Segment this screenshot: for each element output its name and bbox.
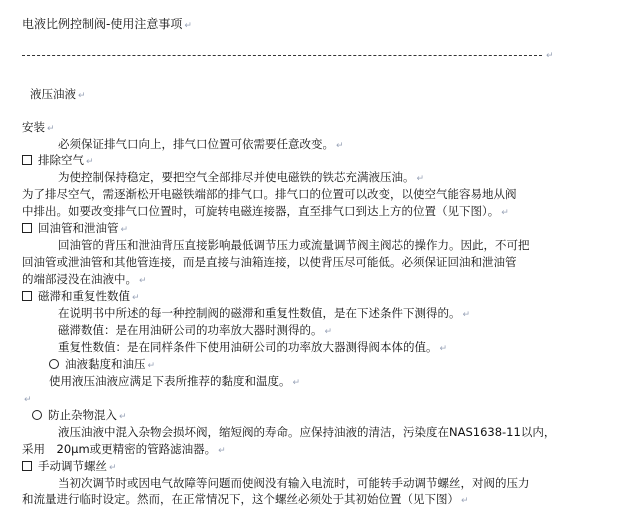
install-heading-text: 安装 (22, 120, 45, 134)
hysteresis-text-line (58, 305, 470, 323)
manual-text-line (58, 475, 530, 491)
hysteresis-text: 磁滞数值：是在用油研公司的功率放大器时测得的。 (58, 323, 323, 337)
manual-text: 当初次调节时或因电气故障等问题而使阀没有输入电流时，可能转手动调节螺丝，对阀的压力 (58, 476, 530, 490)
paragraph-mark-icon: ↵ (501, 208, 509, 218)
paragraph-mark-icon: ↵ (24, 395, 32, 405)
section-return-title: 回油管和泄油管 (38, 221, 119, 235)
section-air-heading (22, 152, 94, 170)
return-text: 回油管的背压和泄油背压直接影响最低调节压力或流量调节阀主阀芯的操作力。因此，不可把 (58, 238, 530, 252)
fluid-heading (30, 86, 86, 104)
section-contamination-heading (32, 407, 127, 425)
paragraph-mark-icon: ↵ (86, 157, 94, 167)
hysteresis-text-line (58, 339, 447, 357)
paragraph-mark-icon: ↵ (109, 463, 117, 473)
section-manual-title: 手动调节螺丝 (38, 459, 107, 473)
paragraph-mark-icon: ↵ (461, 496, 469, 506)
paragraph-mark-icon: ↵ (78, 91, 86, 101)
viscosity-text-line (49, 373, 300, 391)
section-hysteresis-title: 磁滞和重复性数值 (38, 289, 130, 303)
paragraph-mark-icon: ↵ (416, 174, 425, 184)
air-text-line (22, 203, 509, 221)
paragraph-mark-icon: ↵ (218, 446, 226, 456)
air-text: 为使控制保持稳定，要把空气全部排尽并使电磁铁的铁芯充满液压油。 (58, 170, 415, 184)
install-heading (22, 119, 55, 137)
blank-line (22, 390, 32, 408)
section-viscosity-heading (49, 356, 155, 374)
paragraph-mark-icon: ↵ (47, 124, 55, 134)
paragraph-mark-icon: ↵ (336, 141, 344, 151)
contamination-text: 采用 20μm或更精密的管路滤油器。 (22, 442, 217, 456)
air-text: 为了排尽空气，需逐渐松开电磁铁端部的排气口。排气口的位置可以改变，以使空气能容易地从阀 (22, 187, 517, 201)
hysteresis-text: 重复性数值：是在同样条件下使用油研公司的功率放大器测得阀本体的值。 (58, 340, 438, 354)
air-text: 中排出。如要改变排气口位置时，可旋转电磁连接器，直至排气口到达上方的位置（见下图）。 (22, 204, 500, 218)
document-title-text: 电液比例控制阀-使用注意事项 (22, 17, 183, 31)
paragraph-mark-icon: ↵ (184, 21, 192, 31)
paragraph-mark-icon: ↵ (546, 51, 554, 61)
viscosity-text: 使用液压油液应满足下表所推荐的黏度和温度。 (49, 374, 291, 388)
paragraph-mark-icon: ↵ (147, 361, 156, 371)
contamination-text-line (58, 424, 555, 440)
document-title (22, 16, 192, 34)
manual-text-line (22, 491, 469, 509)
paragraph-mark-icon: ↵ (132, 293, 140, 303)
return-text-line (22, 254, 517, 270)
contamination-text-line (22, 441, 226, 459)
checkbox-square-icon (22, 155, 32, 165)
hysteresis-text-line (58, 322, 332, 340)
circle-bullet-icon (49, 359, 59, 369)
manual-text: 和流量进行临时设定。然而，在正常情况下，这个螺丝必须处于其初始位置（见下图） (22, 492, 459, 506)
paragraph-mark-icon: ↵ (120, 225, 129, 235)
paragraph-mark-icon: ↵ (324, 327, 333, 337)
paragraph-mark-icon: ↵ (462, 310, 471, 320)
paragraph-mark-icon: ↵ (119, 412, 127, 422)
section-contamination-title: 防止杂物混入 (48, 408, 117, 422)
return-text: 回油管或泄油管和其他管连接，而是直接与油箱连接，以使背压尽可能低。必须保证回油和泄油管 (22, 255, 517, 269)
section-manual-heading (22, 458, 117, 476)
section-return-heading (22, 220, 128, 238)
install-text-line (58, 136, 344, 154)
return-text: 的端部浸没在油液中。 (22, 272, 137, 286)
checkbox-square-icon (22, 461, 32, 471)
paragraph-mark-icon: ↵ (439, 344, 448, 354)
checkbox-square-icon (22, 223, 32, 233)
paragraph-mark-icon: ↵ (292, 378, 301, 388)
fluid-heading-text: 液压油液 (30, 87, 76, 101)
install-text: 必须保证排气口向上，排气口位置可依需要任意改变。 (58, 137, 334, 151)
section-air-title: 排除空气 (38, 153, 84, 167)
contamination-text: 液压油液中混入杂物会损坏阀，缩短阀的寿命。应保持油液的清洁，污染度在NAS1638-11以内， (58, 425, 556, 439)
hysteresis-text: 在说明书中所述的每一种控制阀的磁滞和重复性数值，是在下述条件下测得的。 (58, 306, 461, 320)
section-hysteresis-heading (22, 288, 140, 306)
paragraph-mark-icon: ↵ (139, 276, 147, 286)
dashed-divider (22, 55, 542, 56)
checkbox-square-icon (22, 291, 32, 301)
air-text-line (58, 169, 424, 187)
return-text-line (58, 237, 530, 253)
section-viscosity-title: 油液黏度和油压 (65, 357, 146, 371)
air-text-line (22, 186, 517, 202)
return-text-line (22, 271, 147, 289)
circle-bullet-icon (32, 410, 42, 420)
